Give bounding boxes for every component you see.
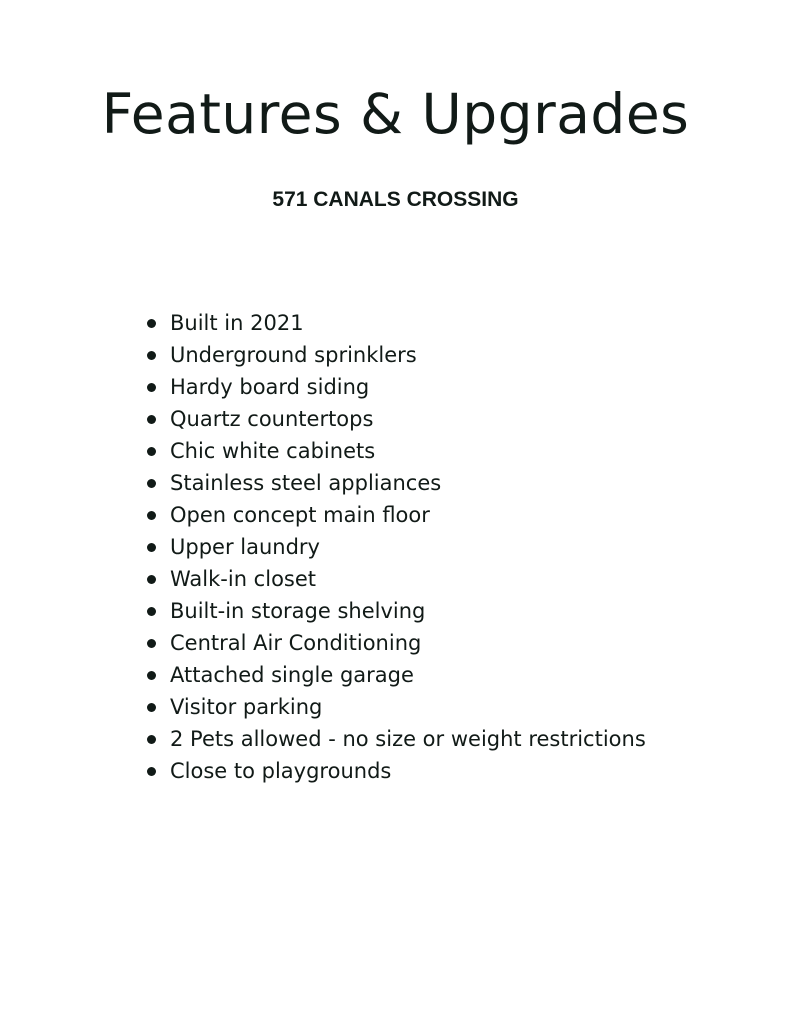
feature-item [145,595,646,627]
feature-item [145,563,646,595]
feature-text: Built-in storage shelving [170,599,426,623]
bullet-icon [147,479,156,488]
feature-item [145,371,646,403]
feature-item [145,307,646,339]
feature-text: Stainless steel appliances [170,471,442,495]
feature-item [145,755,646,787]
bullet-icon [147,671,156,680]
feature-text: Central Air Conditioning [170,631,422,655]
feature-text: Hardy board siding [170,375,370,399]
feature-text: Chic white cabinets [170,439,376,463]
feature-item [145,531,646,563]
bullet-icon [147,415,156,424]
feature-item [145,403,646,435]
bullet-icon [147,575,156,584]
feature-list [145,307,646,787]
feature-text: Built in 2021 [170,311,304,335]
bullet-icon [147,767,156,776]
feature-item [145,499,646,531]
property-address: 571 CANALS CROSSING [272,188,519,211]
feature-text: 2 Pets allowed - no size or weight restrictions [170,727,646,751]
feature-item [145,691,646,723]
feature-text: Upper laundry [170,535,320,559]
feature-item [145,627,646,659]
bullet-icon [147,639,156,648]
bullet-icon [147,383,156,392]
feature-text: Close to playgrounds [170,759,392,783]
feature-item [145,467,646,499]
feature-item [145,723,646,755]
feature-item [145,659,646,691]
bullet-icon [147,735,156,744]
feature-text: Quartz countertops [170,407,374,431]
feature-text: Attached single garage [170,663,414,687]
feature-item [145,339,646,371]
page-title: Features & Upgrades [101,82,690,146]
bullet-icon [147,511,156,520]
feature-item [145,435,646,467]
bullet-icon [147,703,156,712]
bullet-icon [147,319,156,328]
bullet-icon [147,607,156,616]
feature-text: Walk-in closet [170,567,317,591]
bullet-icon [147,351,156,360]
feature-text: Visitor parking [170,695,323,719]
bullet-icon [147,543,156,552]
bullet-icon [147,447,156,456]
feature-text: Underground sprinklers [170,343,417,367]
feature-text: Open concept main floor [170,503,430,527]
